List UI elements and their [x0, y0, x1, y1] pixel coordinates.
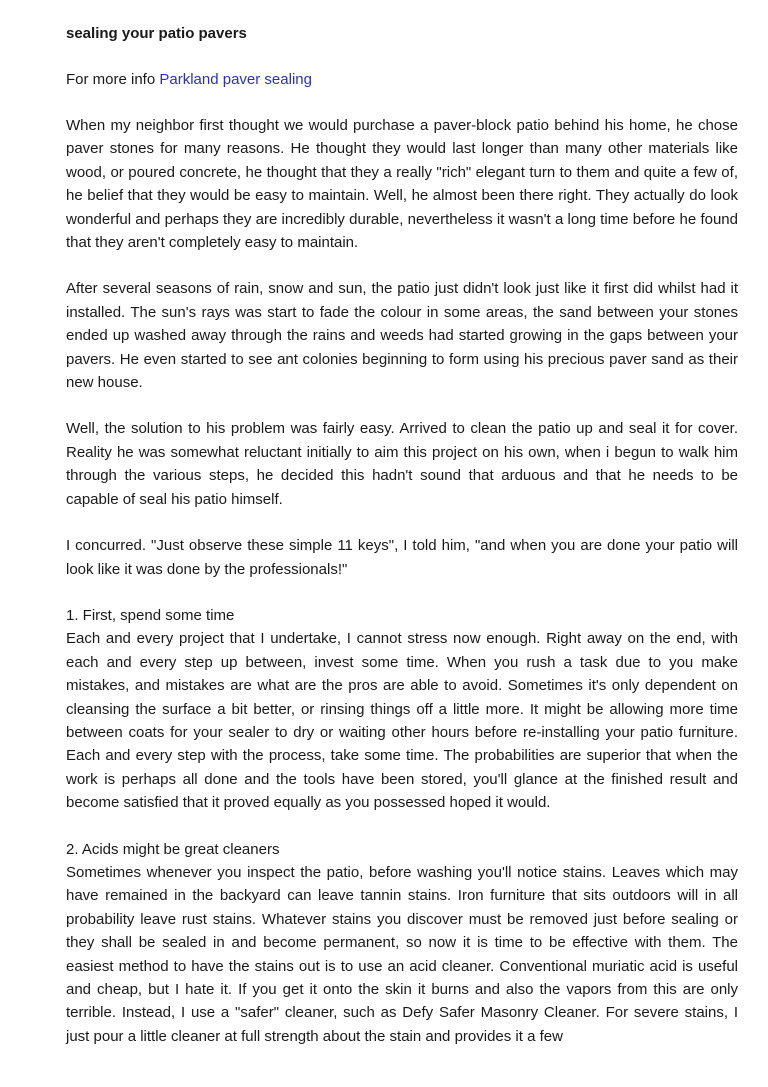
- concurred-paragraph: I concurred. "Just observe these simple 11 keys", I told him, "and when you are done your patio will look like it was done by the professionals!": [66, 537, 738, 578]
- page-title: sealing your patio pavers: [66, 25, 247, 42]
- section-heading-2: 2. Acids might be great cleaners: [66, 840, 280, 858]
- section-heading-1: 1. First, spend some time: [66, 606, 235, 624]
- intro-paragraph: When my neighbor first thought we would purchase a paver-block patio behind his home, he chose paver stones for many reasons. He thought they would last longer than many other materials like wood, or poured concrete, he thought that they a really "rich" elegant turn to them and quite a few of, he belief that they would be easy to maintain. Well, he almost been there right. They actually do look wonderful and perhaps they are incredibly durable, nevertheless it wasn't a long time before he found that they aren't completely easy to maintain.: [66, 117, 738, 252]
- document-page: [66, 22, 738, 1048]
- section-body-1: Each and every project that I undertake, I cannot stress now enough. Right away on the end, with each and every step up between, invest some time. When you rush a task due to you make mistakes, and mistakes are what are the pros are able to avoid. Sometimes it's only dependent on cleansing the surface a bit better, or rinsing things off a little more. It might be allowing more time between coats for your sealer to dry or waiting other hours before re-installing your patio furniture. Each and every step with the process, take some time. The probabilities are superior that when the work is perhaps all done and the tools have been stored, you'll glance at the finished result and become satisfied that it proved equally as you possessed hoped it would.: [66, 630, 738, 812]
- weathering-paragraph: After several seasons of rain, snow and sun, the patio just didn't look just like it first did whilst had it installed. The sun's rays was start to fade the colour in some areas, the sand between your stones ended up washed away through the rains and weeds had started growing in the gaps between your pavers. He even started to see ant colonies beginning to form using his precious paver sand as their new house.: [66, 280, 738, 392]
- more-info-prefix: For more info: [66, 71, 160, 88]
- section-body-2: Sometimes whenever you inspect the patio, before washing you'll notice stains. Leaves which may have remained in the backyard can leave tannin stains. Iron furniture that sits outdoors will in all probability leave rust stains. Whatever stains you discover must be removed just before sealing or they shall be sealed in and become permanent, so now it is time to be effective with them. The easiest method to have the stains out is to use an acid cleaner. Conventional muriatic acid is useful and cheap, but I hate it. If you get it onto the skin it burns and also the vapors from this are only terrible. Instead, I use a "safer" cleaner, such as Defy Safer Masonry Cleaner. For severe stains, I just pour a little cleaner at full strength about the stain and provides it a few: [66, 863, 738, 1045]
- more-info-line: [66, 68, 738, 91]
- solution-paragraph: Well, the solution to his problem was fairly easy. Arrived to clean the patio up and seal it for cover. Reality he was somewhat reluctant initially to aim this project on his own, when i begun to walk him through the various steps, he decided this hadn't sound that arduous and that he needs to be capable of seal his patio himself.: [66, 420, 738, 508]
- parkland-paver-sealing-link[interactable]: Parkland paver sealing: [159, 71, 312, 88]
